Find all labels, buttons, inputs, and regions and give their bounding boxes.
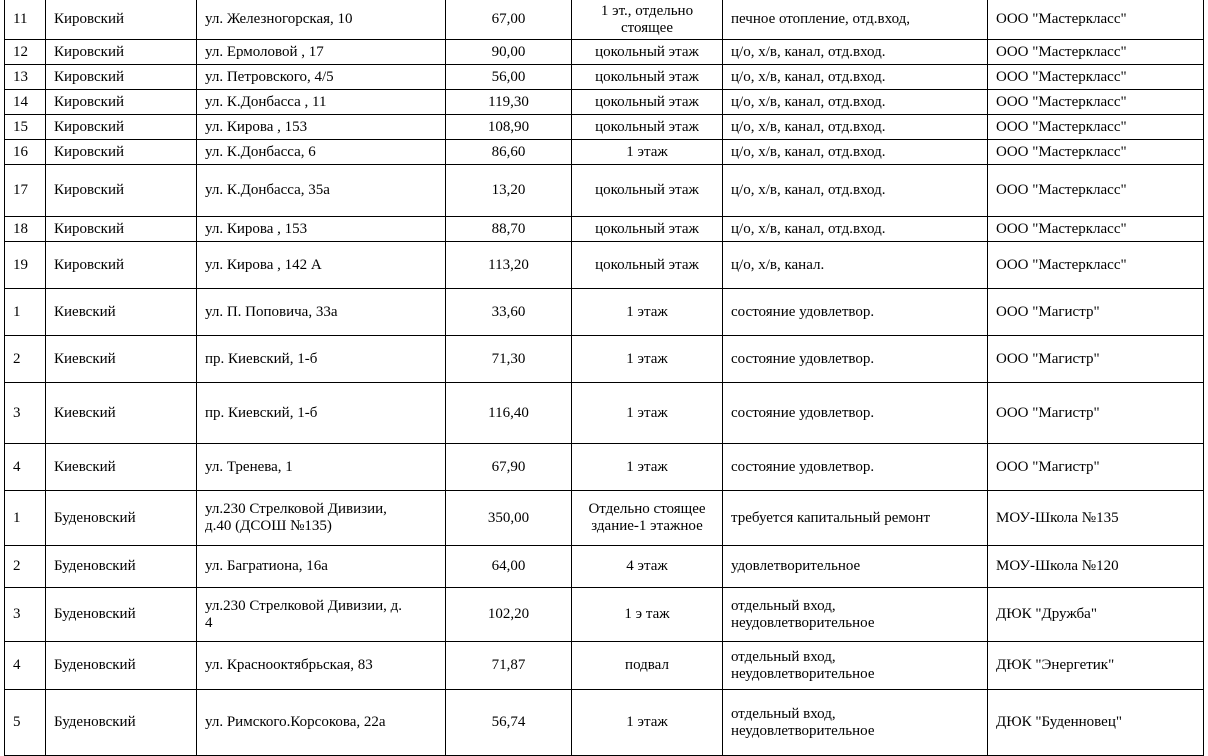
table-row <box>5 690 1204 756</box>
district-cell: Кировский <box>46 140 197 165</box>
row-number: 19 <box>5 242 46 289</box>
floor-cell: 1 эт., отдельно стоящее <box>572 0 723 40</box>
district-cell: Киевский <box>46 383 197 444</box>
floor-cell: 1 этаж <box>572 383 723 444</box>
tenant-cell: ДЮК "Дружба" <box>988 588 1204 642</box>
floor-cell: цокольный этаж <box>572 40 723 65</box>
table-row <box>5 383 1204 444</box>
row-number: 12 <box>5 40 46 65</box>
tenant-cell: ООО "Магистр" <box>988 289 1204 336</box>
area-cell: 13,20 <box>446 165 572 217</box>
table-row <box>5 90 1204 115</box>
district-cell: Кировский <box>46 115 197 140</box>
area-cell: 108,90 <box>446 115 572 140</box>
tenant-cell: ДЮК "Энергетик" <box>988 642 1204 690</box>
condition-cell: печное отопление, отд.вход, <box>723 0 988 40</box>
row-number: 5 <box>5 690 46 756</box>
district-cell: Буденовский <box>46 588 197 642</box>
table-row <box>5 642 1204 690</box>
row-number: 3 <box>5 588 46 642</box>
area-cell: 71,87 <box>446 642 572 690</box>
district-cell: Кировский <box>46 0 197 40</box>
table-row <box>5 217 1204 242</box>
table-row <box>5 115 1204 140</box>
table-row <box>5 65 1204 90</box>
area-cell: 56,74 <box>446 690 572 756</box>
row-number: 3 <box>5 383 46 444</box>
row-number: 1 <box>5 289 46 336</box>
area-cell: 350,00 <box>446 491 572 546</box>
district-cell: Кировский <box>46 165 197 217</box>
tenant-cell: ДЮК "Буденновец" <box>988 690 1204 756</box>
condition-cell: ц/о, х/в, канал, отд.вход. <box>723 140 988 165</box>
condition-cell: отдельный вход, неудовлетворительное <box>723 588 988 642</box>
district-cell: Кировский <box>46 40 197 65</box>
table-row <box>5 0 1204 40</box>
table-row <box>5 546 1204 588</box>
tenant-cell: МОУ-Школа №135 <box>988 491 1204 546</box>
row-number: 17 <box>5 165 46 217</box>
row-number: 14 <box>5 90 46 115</box>
address-cell: ул.230 Стрелковой Дивизии, д. 4 <box>197 588 446 642</box>
floor-cell: цокольный этаж <box>572 242 723 289</box>
district-cell: Кировский <box>46 217 197 242</box>
address-cell: ул. Римского.Корсокова, 22а <box>197 690 446 756</box>
area-cell: 116,40 <box>446 383 572 444</box>
tenant-cell: ООО "Мастеркласс" <box>988 0 1204 40</box>
tenant-cell: ООО "Магистр" <box>988 383 1204 444</box>
floor-cell: 1 этаж <box>572 690 723 756</box>
area-cell: 90,00 <box>446 40 572 65</box>
row-number: 13 <box>5 65 46 90</box>
row-number: 18 <box>5 217 46 242</box>
floor-cell: 1 этаж <box>572 336 723 383</box>
address-cell: ул.230 Стрелковой Дивизии, д.40 (ДСОШ №135) <box>197 491 446 546</box>
condition-cell: требуется капитальный ремонт <box>723 491 988 546</box>
floor-cell: цокольный этаж <box>572 217 723 242</box>
floor-cell: 4 этаж <box>572 546 723 588</box>
tenant-cell: ООО "Мастеркласс" <box>988 165 1204 217</box>
floor-cell: цокольный этаж <box>572 65 723 90</box>
area-cell: 33,60 <box>446 289 572 336</box>
floor-cell: 1 этаж <box>572 289 723 336</box>
condition-cell: ц/о, х/в, канал. <box>723 242 988 289</box>
condition-cell: состояние удовлетвор. <box>723 383 988 444</box>
table-row <box>5 444 1204 491</box>
condition-cell: ц/о, х/в, канал, отд.вход. <box>723 40 988 65</box>
area-cell: 67,90 <box>446 444 572 491</box>
condition-cell: ц/о, х/в, канал, отд.вход. <box>723 90 988 115</box>
district-cell: Буденовский <box>46 491 197 546</box>
tenant-cell: МОУ-Школа №120 <box>988 546 1204 588</box>
table-row <box>5 491 1204 546</box>
table-body <box>5 0 1204 756</box>
condition-cell: ц/о, х/в, канал, отд.вход. <box>723 165 988 217</box>
row-number: 4 <box>5 642 46 690</box>
floor-cell: подвал <box>572 642 723 690</box>
address-cell: ул. Железногорская, 10 <box>197 0 446 40</box>
condition-cell: удовлетворительное <box>723 546 988 588</box>
tenant-cell: ООО "Мастеркласс" <box>988 242 1204 289</box>
condition-cell: ц/о, х/в, канал, отд.вход. <box>723 217 988 242</box>
address-cell: ул. Петровского, 4/5 <box>197 65 446 90</box>
area-cell: 119,30 <box>446 90 572 115</box>
tenant-cell: ООО "Магистр" <box>988 336 1204 383</box>
floor-cell: цокольный этаж <box>572 115 723 140</box>
condition-cell: отдельный вход, неудовлетворительное <box>723 690 988 756</box>
floor-cell: 1 э таж <box>572 588 723 642</box>
district-cell: Киевский <box>46 289 197 336</box>
row-number: 1 <box>5 491 46 546</box>
area-cell: 64,00 <box>446 546 572 588</box>
area-cell: 88,70 <box>446 217 572 242</box>
table-row <box>5 40 1204 65</box>
floor-cell: Отдельно стоящее здание-1 этажное <box>572 491 723 546</box>
area-cell: 86,60 <box>446 140 572 165</box>
row-number: 4 <box>5 444 46 491</box>
address-cell: ул. Ермоловой , 17 <box>197 40 446 65</box>
table-row <box>5 242 1204 289</box>
district-cell: Буденовский <box>46 642 197 690</box>
table-row <box>5 289 1204 336</box>
district-cell: Буденовский <box>46 690 197 756</box>
address-cell: ул. Багратиона, 16а <box>197 546 446 588</box>
condition-cell: состояние удовлетвор. <box>723 289 988 336</box>
tenant-cell: ООО "Мастеркласс" <box>988 65 1204 90</box>
address-cell: ул. К.Донбасса, 6 <box>197 140 446 165</box>
area-cell: 102,20 <box>446 588 572 642</box>
address-cell: ул. Тренева, 1 <box>197 444 446 491</box>
row-number: 15 <box>5 115 46 140</box>
address-cell: пр. Киевский, 1-б <box>197 336 446 383</box>
area-cell: 71,30 <box>446 336 572 383</box>
table-row <box>5 336 1204 383</box>
address-cell: ул. Кирова , 153 <box>197 217 446 242</box>
condition-cell: ц/о, х/в, канал, отд.вход. <box>723 65 988 90</box>
floor-cell: 1 этаж <box>572 140 723 165</box>
address-cell: ул. К.Донбасса, 35а <box>197 165 446 217</box>
floor-cell: 1 этаж <box>572 444 723 491</box>
address-cell: ул. К.Донбасса , 11 <box>197 90 446 115</box>
condition-cell: состояние удовлетвор. <box>723 336 988 383</box>
district-cell: Кировский <box>46 242 197 289</box>
tenant-cell: ООО "Мастеркласс" <box>988 217 1204 242</box>
row-number: 2 <box>5 546 46 588</box>
condition-cell: отдельный вход, неудовлетворительное <box>723 642 988 690</box>
tenant-cell: ООО "Магистр" <box>988 444 1204 491</box>
district-cell: Буденовский <box>46 546 197 588</box>
tenant-cell: ООО "Мастеркласс" <box>988 140 1204 165</box>
row-number: 16 <box>5 140 46 165</box>
address-cell: ул. П. Поповича, 33а <box>197 289 446 336</box>
condition-cell: состояние удовлетвор. <box>723 444 988 491</box>
area-cell: 56,00 <box>446 65 572 90</box>
address-cell: ул. Кирова , 142 А <box>197 242 446 289</box>
district-cell: Кировский <box>46 90 197 115</box>
condition-cell: ц/о, х/в, канал, отд.вход. <box>723 115 988 140</box>
address-cell: ул. Кирова , 153 <box>197 115 446 140</box>
floor-cell: цокольный этаж <box>572 90 723 115</box>
tenant-cell: ООО "Мастеркласс" <box>988 40 1204 65</box>
row-number: 2 <box>5 336 46 383</box>
table-row <box>5 165 1204 217</box>
tenant-cell: ООО "Мастеркласс" <box>988 90 1204 115</box>
address-cell: пр. Киевский, 1-б <box>197 383 446 444</box>
row-number: 11 <box>5 0 46 40</box>
district-cell: Кировский <box>46 65 197 90</box>
area-cell: 113,20 <box>446 242 572 289</box>
table-row <box>5 140 1204 165</box>
district-cell: Киевский <box>46 336 197 383</box>
district-cell: Киевский <box>46 444 197 491</box>
tenant-cell: ООО "Мастеркласс" <box>988 115 1204 140</box>
area-cell: 67,00 <box>446 0 572 40</box>
floor-cell: цокольный этаж <box>572 165 723 217</box>
table-row <box>5 588 1204 642</box>
address-cell: ул. Краснооктябрьская, 83 <box>197 642 446 690</box>
property-table <box>4 0 1204 756</box>
